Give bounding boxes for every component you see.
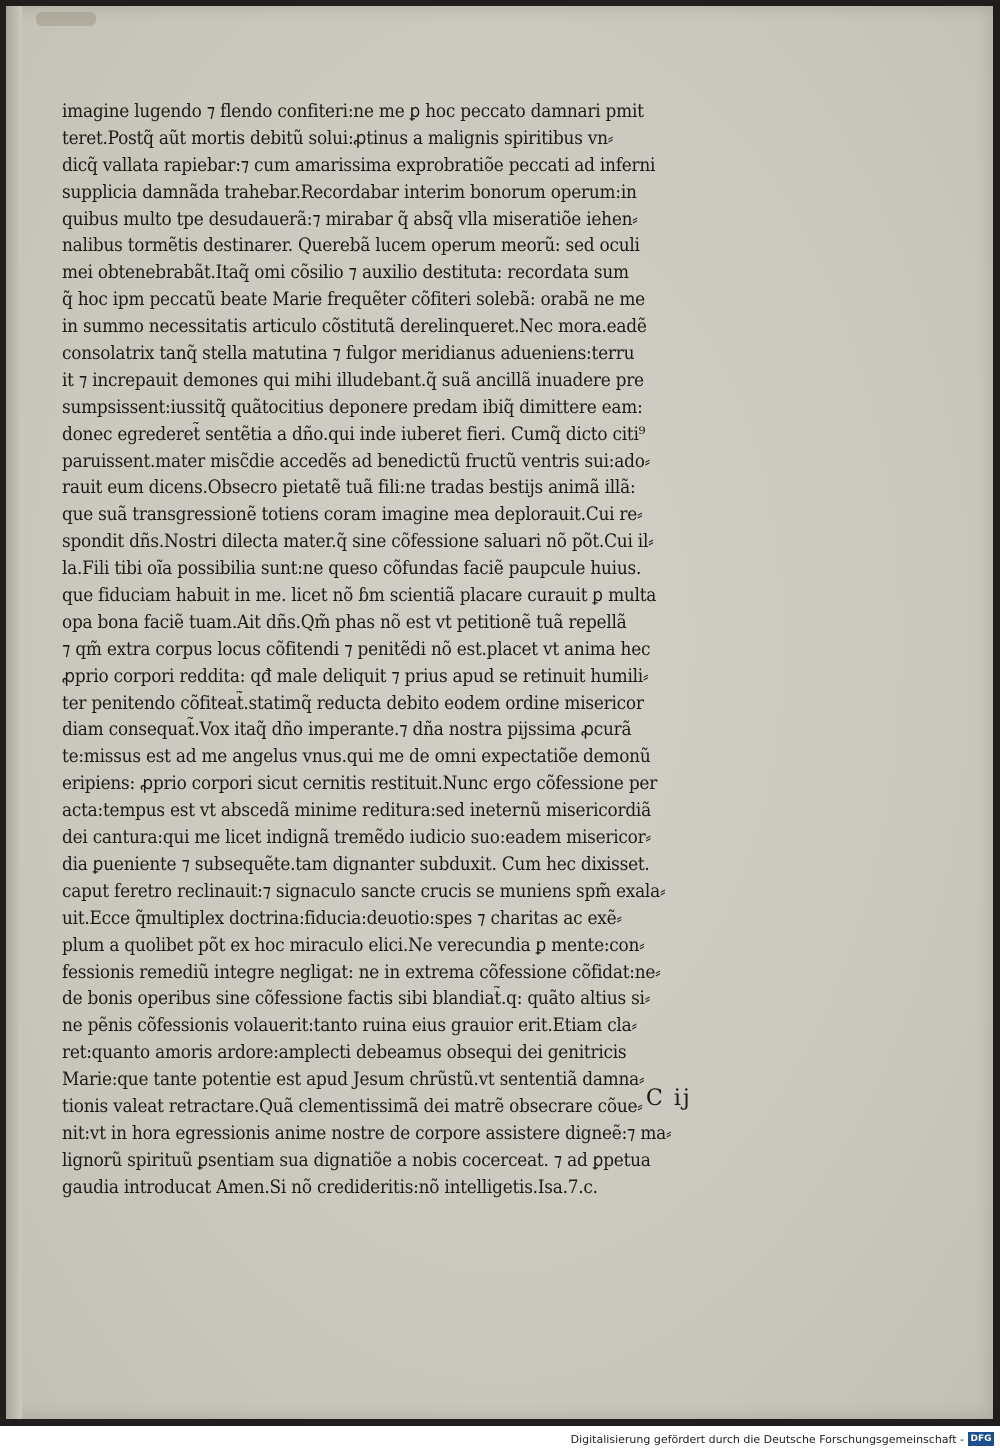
text-line: fessionis remediũ integre negligat: ne in extrema cõfessione cõfidat:ne⸗	[62, 961, 661, 983]
text-line: quibus multo tpe desudauerã:⁊ mirabar q̃ absq̃ vlla miseratiõe iehen⸗	[62, 208, 638, 230]
text-line: que suã transgressionẽ totiens coram imagine mea deplorauit.Cui re⸗	[62, 504, 643, 526]
page-gutter	[6, 6, 22, 1419]
text-line: consolatrix tanq̃ stella matutina ⁊ fulgor meridianus adueniens:terru	[62, 343, 635, 365]
text-line: te:missus est ad me angelus vnus.qui me de omni expectatiõe demonũ	[62, 746, 651, 768]
text-line: la.Fili tibi oĩa possibilia sunt:ne queso cõfundas faciẽ paupcule huius.	[62, 558, 642, 580]
text-line: acta:tempus est vt abscedã minime reditura:sed ineternũ misericordiã	[62, 800, 651, 822]
text-line: Marie:que tante potentie est apud Jesum chrũstũ.vt sententiã damna⸗	[62, 1069, 645, 1091]
text-line: plum a quolibet põt ex hoc miraculo elici.Ne verecundia ꝑ mente:con⸗	[62, 934, 645, 956]
text-line: eripiens: ꝓprio corpori sicut cernitis restituit.Nunc ergo cõfessione per	[62, 773, 658, 795]
text-line: supplicia damnãda trahebar.Recordabar interim bonorum operum:in	[62, 181, 637, 203]
text-line: que fiduciam habuit in me. licet nõ ɓm scientiã placare curauit ꝑ multa	[62, 585, 657, 607]
text-line: q̃ hoc ipm peccatũ beate Marie frequẽter cõfiteri solebã: orabã ne me	[62, 289, 645, 311]
incunabula-text-block	[62, 99, 792, 1202]
text-line: caput feretro reclinauit:⁊ signaculo sancte crucis se muniens spm̃ exala⸗	[62, 880, 666, 902]
text-line: dei cantura:qui me licet indignã tremẽdo iudicio suo:eadem misericor⸗	[62, 827, 651, 849]
text-line: dia ꝑueniente ⁊ subsequẽte.tam dignanter subduxit. Cum hec dixisset.	[62, 853, 650, 875]
text-line: dicq̃ vallata rapiebar:⁊ cum amarissima exprobratiõe peccati ad inferni	[62, 154, 656, 176]
text-line: donec egrederet̃ sentẽtia a dño.qui inde iuberet fieri. Cumq̃ dicto citi⁹	[62, 423, 646, 445]
text-line: diam consequat̃.Vox itaq̃ dño imperante.⁊ dña nostra pijssima ꝓcurã	[62, 719, 632, 741]
text-line: in summo necessitatis articulo cõstitutã derelinqueret.Nec mora.eadẽ	[62, 316, 647, 338]
text-line: sumpsissent:iussitq̃ quãtocitius deponere predam ibiq̃ dimittere eam:	[62, 396, 643, 418]
text-line: opa bona faciẽ tuam.Ait dñs.Qm̃ phas nõ est vt petitionẽ tuã repellã	[62, 611, 627, 633]
dfg-logo-icon: DFG	[968, 1432, 994, 1446]
text-line: mei obtenebrabãt.Itaq̃ omi cõsilio ⁊ auxilio destituta: recordata sum	[62, 262, 629, 284]
text-line: uit.Ecce q̃multiplex doctrina:fiducia:deuotio:spes ⁊ charitas ac exẽ⸗	[62, 907, 622, 929]
footer-credit-text: Digitalisierung gefördert durch die Deutsche Forschungsgemeinschaft -	[570, 1432, 964, 1446]
text-line: spondit dñs.Nostri dilecta mater.q̃ sine cõfessione saluari nõ põt.Cui il⸗	[62, 531, 654, 553]
text-line: ne pẽnis cõfessionis volauerit:tanto ruina eius grauior erit.Etiam cla⸗	[62, 1015, 637, 1037]
signature-mark: C ij	[646, 1086, 692, 1111]
text-line: nit:vt in hora egressionis anime nostre de corpore assistere digneẽ:⁊ ma⸗	[62, 1122, 672, 1144]
text-line: rauit eum dicens.Obsecro pietatẽ tuã fili:ne tradas bestijs animã illã:	[62, 477, 636, 499]
text-line: ter penitendo cõfiteat̃.statimq̃ reducta debito eodem ordine misericor	[62, 692, 644, 714]
text-line: ret:quanto amoris ardore:amplecti debeamus obsequi dei genitricis	[62, 1042, 627, 1064]
text-line: teret.Postq̃ aũt mortis debitũ solui:ꝓtinus a malignis spiritibus vn⸗	[62, 127, 614, 149]
text-line: nalibus tormẽtis destinarer. Querebã lucem operum meorũ: sed oculi	[62, 235, 640, 257]
footer-credit	[571, 1432, 994, 1446]
text-line: tionis valeat retractare.Quã clementissimã dei matrẽ obsecrare cõue⸗	[62, 1095, 643, 1117]
text-line: it ⁊ increpauit demones qui mihi illudebant.q̃ suã ancillã inuadere pre	[62, 369, 644, 391]
text-line: ⁊ qm̃ extra corpus locus cõfitendi ⁊ penitẽdi nõ est.placet vt anima hec	[62, 638, 651, 660]
page-stain	[36, 12, 96, 26]
text-line: lignorũ spirituũ ꝑsentiam sua dignatiõe a nobis cocerceat. ⁊ ad ꝑpetua	[62, 1149, 651, 1171]
text-line: de bonis operibus sine cõfessione factis sibi blandiat̃.q: quãto altius si⸗	[62, 988, 651, 1010]
text-line: gaudia introducat Amen.Si nõ credideritis:nõ intelligetis.Isa.7.c.	[62, 1176, 598, 1198]
text-line: ꝓprio corpori reddita: qđ male deliquit ⁊ prius apud se retinuit humili⸗	[62, 665, 649, 687]
text-line: paruissent.mater misc̃die accedẽs ad benedictũ fructũ ventris sui:ado⸗	[62, 450, 651, 472]
text-line: imagine lugendo ⁊ flendo confiteri:ne me ꝑ hoc peccato damnari pmit	[62, 101, 644, 122]
